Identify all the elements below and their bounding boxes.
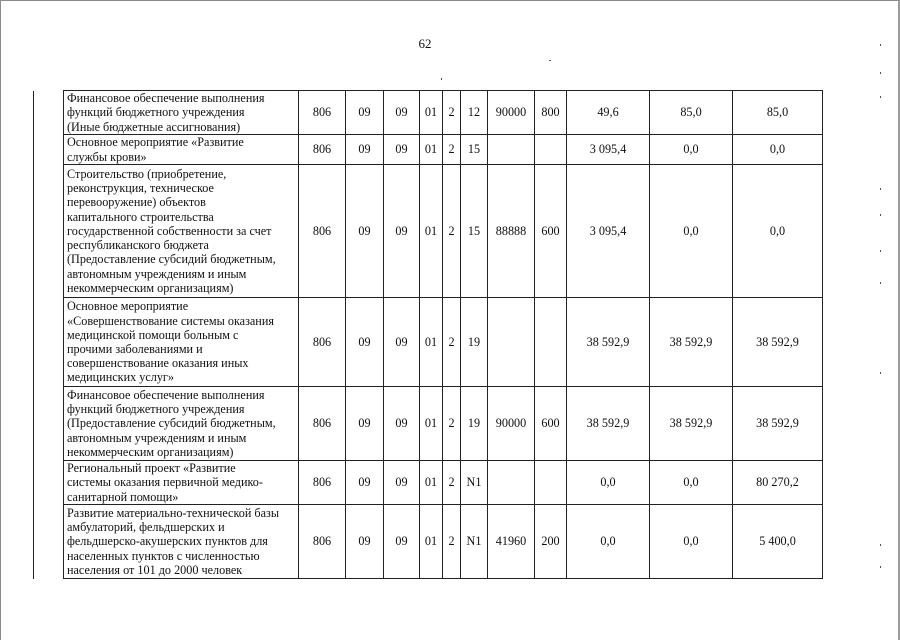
row-name-line: фельдшерско-акушерских пунктов для — [67, 534, 268, 549]
row-name-cell — [64, 298, 299, 387]
cell-amount-year-3: 0,0 — [733, 135, 823, 165]
row-name-line: Финансовое обеспечение выполнения — [67, 91, 265, 106]
cell-amount-year-1: 3 095,4 — [567, 165, 650, 298]
row-name-line: прочими заболеваниями и — [67, 342, 203, 356]
cell-section: 09 — [346, 135, 384, 165]
row-name-line: некоммерческим организациям) — [67, 280, 234, 295]
cell-amount-year-3: 80 270,2 — [733, 461, 823, 505]
scan-speck — [880, 566, 881, 568]
row-name-line: системы оказания первичной медико- — [67, 475, 263, 490]
row-name-line: реконструкция, техническое — [67, 181, 214, 196]
cell-subsection: 09 — [384, 461, 420, 505]
cell-amount-year-1: 38 592,9 — [567, 298, 650, 387]
row-name-cell — [64, 91, 299, 135]
page-frame-top — [0, 0, 900, 1]
row-gap-cell — [34, 91, 64, 135]
page-number: 62 — [418, 36, 432, 51]
cell-section: 09 — [346, 461, 384, 505]
cell-subprogram: 2 — [443, 165, 461, 298]
cell-admin-code: 806 — [299, 298, 346, 387]
scan-speck — [880, 372, 881, 374]
cell-amount-year-3: 38 592,9 — [733, 387, 823, 461]
row-name-line: республиканского бюджета — [67, 238, 209, 253]
cell-event-code: N1 — [461, 505, 488, 579]
cell-expense-type: 200 — [535, 505, 567, 579]
row-name-line: амбулаторий, фельдшерских и — [67, 520, 225, 535]
cell-expense-direction — [488, 461, 535, 505]
row-name-line: автономным учреждениям и иным — [67, 430, 247, 445]
cell-subprogram: 2 — [443, 135, 461, 165]
row-gap-cell — [34, 165, 64, 298]
cell-subsection: 09 — [384, 135, 420, 165]
cell-event-code: 19 — [461, 387, 488, 461]
row-name-line: Развитие материально-технической базы — [67, 505, 280, 520]
cell-expense-direction: 88888 — [488, 165, 535, 298]
cell-admin-code: 806 — [299, 387, 346, 461]
row-gap-cell — [34, 298, 64, 387]
cell-expense-direction: 90000 — [488, 91, 535, 135]
row-name-line: совершенствование оказания иных — [67, 356, 249, 371]
scan-speck — [880, 96, 881, 98]
row-name-cell — [64, 135, 299, 165]
cell-expense-type: 600 — [535, 387, 567, 461]
row-name-line: Финансовое обеспечение выполнения — [67, 387, 265, 402]
cell-subprogram: 2 — [443, 387, 461, 461]
cell-program: 01 — [420, 387, 443, 461]
cell-subsection: 09 — [384, 387, 420, 461]
cell-subsection: 09 — [384, 165, 420, 298]
cell-amount-year-2: 85,0 — [650, 91, 733, 135]
cell-admin-code: 806 — [299, 505, 346, 579]
cell-section: 09 — [346, 165, 384, 298]
row-name-line: автономным учреждениям и иным — [67, 266, 247, 281]
cell-subsection: 09 — [384, 298, 420, 387]
scan-speck — [880, 44, 881, 46]
cell-expense-direction — [488, 135, 535, 165]
cell-program: 01 — [420, 91, 443, 135]
cell-amount-year-2: 38 592,9 — [650, 387, 733, 461]
row-name-line: службы крови» — [67, 149, 147, 164]
row-gap-cell — [34, 387, 64, 461]
row-name-line: медицинских услуг» — [67, 370, 175, 385]
row-name-line: Основное мероприятие — [67, 299, 189, 314]
cell-event-code: 15 — [461, 165, 488, 298]
cell-section: 09 — [346, 298, 384, 387]
cell-program: 01 — [420, 298, 443, 387]
cell-subprogram: 2 — [443, 505, 461, 579]
cell-amount-year-2: 0,0 — [650, 135, 733, 165]
row-name-line: функций бюджетного учреждения — [67, 402, 245, 417]
scan-speck — [880, 250, 881, 252]
scan-speck — [880, 544, 881, 546]
cell-program: 01 — [420, 505, 443, 579]
table-row — [34, 387, 823, 461]
row-name-cell — [64, 387, 299, 461]
cell-expense-direction — [488, 298, 535, 387]
row-name-line: населенных пунктов с численностью — [67, 548, 260, 563]
scan-speck — [549, 60, 551, 61]
row-name-line: Основное мероприятие «Развитие — [67, 135, 244, 150]
cell-expense-type — [535, 135, 567, 165]
cell-program: 01 — [420, 461, 443, 505]
table-row — [34, 135, 823, 165]
cell-amount-year-2: 0,0 — [650, 461, 733, 505]
row-name-cell — [64, 505, 299, 579]
cell-subsection: 09 — [384, 505, 420, 579]
scan-speck — [441, 78, 442, 80]
row-gap-cell — [34, 505, 64, 579]
cell-admin-code: 806 — [299, 91, 346, 135]
cell-amount-year-3: 5 400,0 — [733, 505, 823, 579]
cell-admin-code: 806 — [299, 165, 346, 298]
table-row — [34, 505, 823, 579]
cell-expense-type: 800 — [535, 91, 567, 135]
cell-admin-code: 806 — [299, 135, 346, 165]
page-frame-left — [0, 0, 1, 640]
table-row — [34, 461, 823, 505]
cell-event-code: 19 — [461, 298, 488, 387]
row-name-line: (Предоставление субсидий бюджетным, — [67, 416, 276, 431]
cell-amount-year-2: 0,0 — [650, 505, 733, 579]
cell-amount-year-1: 3 095,4 — [567, 135, 650, 165]
scan-speck — [880, 282, 881, 284]
cell-subsection: 09 — [384, 91, 420, 135]
row-name-line: (Предоставление субсидий бюджетным, — [67, 252, 276, 267]
cell-section: 09 — [346, 505, 384, 579]
scan-speck — [880, 188, 881, 190]
scan-speck — [880, 72, 881, 74]
cell-subprogram: 2 — [443, 298, 461, 387]
cell-amount-year-2: 38 592,9 — [650, 298, 733, 387]
row-name-line: (Иные бюджетные ассигнования) — [67, 119, 241, 134]
row-name-line: некоммерческим организациям) — [67, 444, 234, 459]
cell-amount-year-1: 0,0 — [567, 505, 650, 579]
cell-event-code: N1 — [461, 461, 488, 505]
row-name-line: функций бюджетного учреждения — [67, 105, 245, 120]
cell-amount-year-2: 0,0 — [650, 165, 733, 298]
cell-expense-direction: 41960 — [488, 505, 535, 579]
row-gap-cell — [34, 461, 64, 505]
cell-amount-year-1: 38 592,9 — [567, 387, 650, 461]
cell-amount-year-3: 85,0 — [733, 91, 823, 135]
row-name-line: медицинской помощи больным с — [67, 327, 239, 342]
cell-expense-direction: 90000 — [488, 387, 535, 461]
cell-amount-year-1: 49,6 — [567, 91, 650, 135]
row-name-line: государственной собственности за счет — [67, 223, 272, 238]
cell-section: 09 — [346, 387, 384, 461]
cell-amount-year-3: 38 592,9 — [733, 298, 823, 387]
budget-table — [33, 90, 823, 579]
cell-subprogram: 2 — [443, 461, 461, 505]
row-name-line: Региональный проект «Развитие — [67, 461, 236, 476]
cell-event-code: 15 — [461, 135, 488, 165]
cell-expense-type — [535, 461, 567, 505]
row-name-line: «Совершенствование системы оказания — [67, 313, 274, 328]
cell-section: 09 — [346, 91, 384, 135]
cell-subprogram: 2 — [443, 91, 461, 135]
cell-event-code: 12 — [461, 91, 488, 135]
row-name-line: перевооружение) объектов — [67, 195, 206, 210]
row-gap-cell — [34, 135, 64, 165]
row-name-cell — [64, 461, 299, 505]
cell-admin-code: 806 — [299, 461, 346, 505]
cell-expense-type — [535, 298, 567, 387]
cell-expense-type: 600 — [535, 165, 567, 298]
row-name-cell — [64, 165, 299, 298]
table-row — [34, 298, 823, 387]
row-name-line: населения от 101 до 2000 человек — [67, 562, 243, 577]
cell-amount-year-3: 0,0 — [733, 165, 823, 298]
row-name-line: санитарной помощи» — [67, 489, 179, 504]
scan-speck — [880, 214, 881, 216]
row-name-line: капитального строительства — [67, 209, 214, 224]
cell-program: 01 — [420, 135, 443, 165]
table-row — [34, 91, 823, 135]
cell-program: 01 — [420, 165, 443, 298]
cell-amount-year-1: 0,0 — [567, 461, 650, 505]
table-row — [34, 165, 823, 298]
row-name-line: Строительство (приобретение, — [67, 167, 227, 182]
